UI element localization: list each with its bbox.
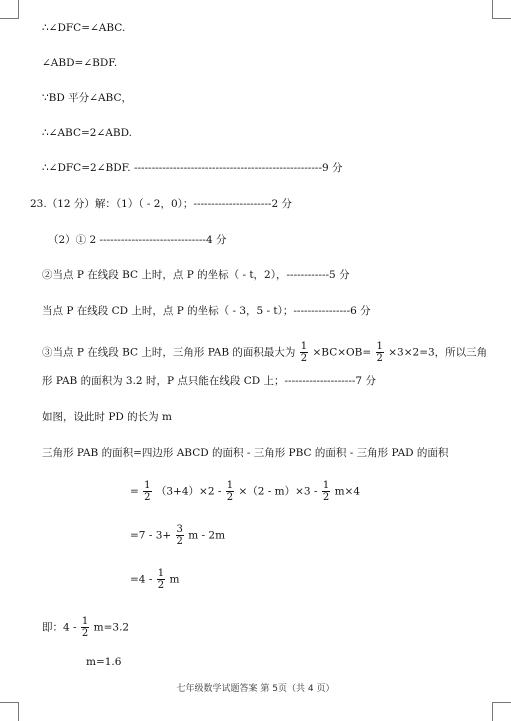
answer-part-2-2-bc: ②当点 P 在线段 BC 上时，点 P 的坐标（ - t，2），------------5 分 — [42, 269, 350, 281]
crop-mark-top-left — [0, 0, 19, 19]
figure-note: 如图，设此时 PD 的长为 m — [42, 411, 172, 423]
fraction-half — [226, 480, 234, 503]
calc-step-2 — [130, 524, 225, 547]
crop-mark-top-right — [492, 0, 511, 19]
fraction-half — [300, 341, 308, 364]
fraction-den: 2 — [81, 628, 89, 639]
result-line: m=1.6 — [86, 656, 122, 668]
fraction-num: 1 — [81, 616, 89, 627]
text-segment: ×（2 - m）×3 - — [238, 485, 318, 498]
text-segment: m=3.2 — [93, 621, 130, 634]
text-segment: ③当点 P 在线段 BC 上时，三角形 PAB 的面积最大为 — [42, 346, 296, 359]
fraction-den: 2 — [300, 353, 308, 364]
crop-mark-bottom-left — [0, 702, 19, 721]
equation-line — [42, 616, 129, 639]
fraction-den: 2 — [322, 492, 330, 503]
proof-line-2: ∠ABD=∠BDF. — [42, 57, 118, 69]
fraction-half — [322, 480, 330, 503]
fraction-num: 1 — [157, 568, 165, 579]
fraction-half — [376, 341, 384, 364]
fraction-num: 1 — [376, 341, 383, 352]
fraction-den: 2 — [157, 580, 165, 591]
answer-part-2-3-line — [42, 341, 487, 364]
crop-mark-bottom-right — [492, 702, 511, 721]
text-segment: =4 - — [130, 573, 153, 586]
fraction-half — [81, 616, 89, 639]
text-segment: m×4 — [334, 485, 360, 498]
answer-part-2-2-cd: 当点 P 在线段 CD 上时，点 P 的坐标（ - 3，5 - t）；----------------6 分 — [42, 305, 371, 317]
fraction-half — [157, 568, 165, 591]
fraction-den: 2 — [144, 492, 151, 503]
answer-part-2-1: （2）① 2 ------------------------------4 分 — [48, 234, 227, 246]
text-segment: 即：4 - — [42, 621, 77, 634]
fraction-den: 2 — [226, 492, 234, 503]
question-23-line: 23.（12 分）解：（1）（ - 2，0）；----------------------2 分 — [30, 198, 292, 210]
text-segment: = — [130, 485, 139, 498]
proof-line-4: ∴∠ABC=2∠ABD. — [42, 127, 132, 139]
fraction-den: 2 — [176, 536, 183, 547]
proof-line-5: ∴∠DFC=2∠BDF. -----------------------------------------------------9 分 — [42, 162, 343, 174]
fraction-den: 2 — [376, 353, 383, 364]
fraction-three-halves — [176, 524, 184, 547]
fraction-num: 1 — [322, 480, 330, 491]
fraction-num: 1 — [144, 480, 151, 491]
text-segment: m - 2m — [188, 529, 226, 542]
calc-step-1 — [130, 480, 360, 503]
calc-step-3 — [130, 568, 179, 591]
proof-line-1: ∴∠DFC=∠ABC. — [42, 22, 126, 34]
text-segment: m — [169, 573, 180, 586]
text-segment: （3+4）×2 - — [155, 485, 222, 498]
fraction-half — [143, 480, 151, 503]
text-segment: =7 - 3+ — [130, 529, 172, 542]
fraction-num: 1 — [300, 341, 308, 352]
fraction-num: 1 — [226, 480, 234, 491]
fraction-num: 3 — [176, 524, 183, 535]
area-relation: 三角形 PAB 的面积=四边形 ABCD 的面积 - 三角形 PBC 的面积 - 三角形 PAD 的面积 — [42, 447, 449, 459]
page-footer: 七年级数学试题答案 第 5页（共 4 页） — [176, 684, 335, 694]
answer-part-2-3-cont: 形 PAB 的面积为 3.2 时，P 点只能在线段 CD 上；--------------------7 分 — [42, 375, 376, 387]
proof-line-3: ∵BD 平分∠ABC， — [42, 92, 132, 104]
text-segment: ×3×2=3，所以三角 — [388, 346, 488, 359]
text-segment: ×BC×OB= — [312, 346, 372, 359]
